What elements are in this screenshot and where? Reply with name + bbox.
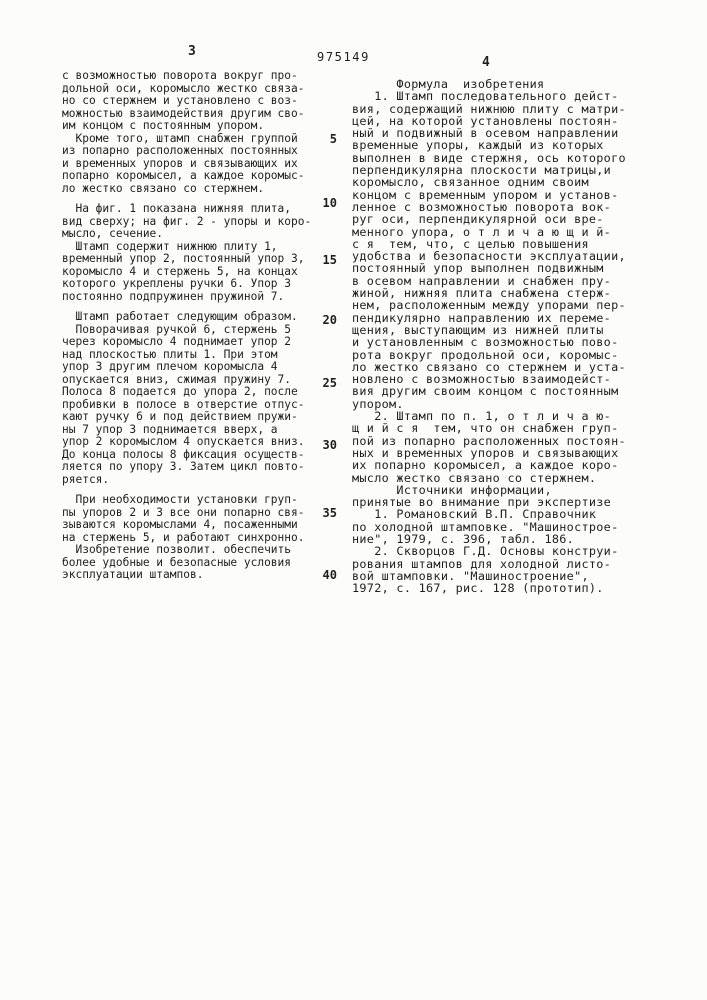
text-line: При необходимости установки груп-	[62, 493, 298, 506]
text-line: постоянно подпружинен пружиной 7.	[62, 289, 285, 303]
text-line: мысло жестко связано со стержнем.	[352, 470, 597, 485]
text-line: с возможностью поворота вокруг про-	[62, 69, 298, 82]
text-line: временный упор 2, постоянный упор 3,	[62, 252, 305, 265]
text-line: ло жестко связано со стержнем.	[62, 181, 265, 195]
text-line: 2. Скворцов Г.Д. Основы конструи-	[352, 544, 619, 559]
text-line: упор 3 другим плечом коромысла 4	[62, 360, 278, 373]
text-line: щ и й с я тем, что он снабжен груп-	[352, 421, 619, 436]
text-line: которого укреплены ручки 6. Упор 3	[62, 277, 292, 290]
text-line: До конца полосы 8 фиксация осуществ-	[62, 447, 305, 461]
text-line: жиной, нижняя плита снабжена стерж-	[352, 286, 612, 301]
text-line: и установленным с возможностью пово-	[352, 335, 619, 350]
text-line: Формула изобретения	[352, 77, 545, 91]
text-line: вид сверху; на фиг. 2 - упоры и коро-	[62, 214, 312, 228]
text-line: ло жестко связано со стержнем и уста-	[352, 359, 626, 374]
text-line: кают ручку 6 и под действием пружи-	[62, 410, 298, 423]
text-line: с я тем, что, с целью повышения	[352, 236, 589, 251]
text-line: выполнен в виде стержня, ось которого	[352, 150, 626, 165]
text-line: в осевом направлении и снабжен пру-	[352, 273, 612, 288]
text-line: Изобретение позволит. обеспечить	[62, 543, 292, 556]
text-line: 1972, с. 167, рис. 128 (прототип).	[352, 581, 604, 596]
text-line: цей, на которой установлены постоян-	[352, 113, 619, 128]
text-line: пой из попарно расположенных постоян-	[352, 433, 626, 448]
text-line: им концом с постоянным упором.	[62, 119, 265, 132]
line-number-35: 35	[322, 506, 337, 520]
text-line: вия, содержащий нижнюю плиту с матри-	[352, 101, 626, 116]
line-number-10: 10	[322, 196, 337, 210]
text-line: перпендикулярна плоскости матрицы,и	[352, 163, 612, 178]
text-line: ние", 1979, с. 396, табл. 186.	[352, 531, 575, 546]
text-line: щения, выступающим из нижней плиты	[352, 322, 604, 337]
line-number-20: 20	[322, 313, 337, 327]
line-number-5: 5	[329, 132, 337, 146]
text-line: рования штампов для холодной листо-	[352, 556, 612, 571]
text-line: упором.	[352, 396, 404, 411]
text-line: На фиг. 1 показана нижняя плита,	[62, 202, 292, 215]
text-line: пы упоров 2 и 3 все они попарно свя-	[62, 505, 305, 519]
line-number-30: 30	[322, 438, 337, 452]
text-line: над плоскостью плиты 1. При этом	[62, 347, 278, 361]
text-line: опускается вниз, сжимая пружину 7.	[62, 372, 292, 386]
text-line: Полоса 8 подается до упора 2, после	[62, 385, 298, 398]
text-line: мысло, сечение.	[62, 227, 164, 240]
text-line: ряется.	[62, 472, 110, 486]
right-page-number: 4	[482, 55, 490, 70]
text-line: коромысло 4 и стержень 5, на концах	[62, 264, 298, 278]
right-text-column	[352, 78, 644, 594]
text-line: концом с временным упором и установ-	[352, 187, 619, 202]
text-line: Штамп содержит нижнюю плиту 1,	[62, 239, 278, 253]
text-line: нем, расположенным между упорами пер-	[352, 298, 626, 313]
text-line: ный и подвижный в осевом направлении	[352, 126, 619, 141]
text-line: 2. Штамп по п. 1, о т л и ч а ю-	[352, 409, 612, 424]
text-line: на стержень 5, и работают синхронно.	[62, 530, 305, 544]
text-line: дольной оси, коромысло жестко связа-	[62, 81, 305, 95]
text-line: пендикулярно направлению их переме-	[352, 310, 612, 325]
text-line: зываются коромыслами 4, посаженными	[62, 518, 298, 531]
line-number-15: 15	[322, 253, 337, 267]
line-number-gutter	[307, 0, 337, 1000]
text-line: ленное с возможностью поворота вок-	[352, 199, 612, 214]
text-line: новлено с возможностью взаимодейст-	[352, 372, 612, 387]
text-line: упор 2 коромыслом 4 опускается вниз.	[62, 435, 305, 448]
text-line: по холодной штамповке. "Машиностроe-	[352, 519, 619, 534]
text-line: рота вокруг продольной оси, коромыс-	[352, 347, 619, 362]
text-line: эксплуатации штампов.	[62, 568, 204, 581]
text-line: из попарно расположенных постоянных	[62, 144, 298, 157]
text-line: руг оси, перпендикулярной оси вре-	[352, 212, 604, 227]
text-line: удобства и безопасности эксплуатации,	[352, 249, 626, 264]
text-line: Кроме того, штамп снабжен группой	[62, 131, 298, 145]
line-number-40: 40	[322, 568, 337, 582]
text-line: временные упоры, каждый из которых	[352, 138, 604, 153]
text-line: коромысло, связанное одним своим	[352, 175, 589, 190]
text-line: попарно коромысел, а каждое коромыс-	[62, 169, 305, 182]
text-line: вой штамповки. "Машиностроение",	[352, 568, 589, 583]
text-line: ных и временных упоров и связывающих	[352, 445, 619, 460]
text-line: но со стержнем и установлено с воз-	[62, 94, 298, 107]
text-line: менного упора, о т л и ч а ю щ и й-	[352, 224, 612, 239]
text-line: Поворачивая ручкой 6, стержень 5	[62, 322, 292, 336]
text-line: ны 7 упор 3 поднимается вверх, а	[62, 422, 278, 436]
text-line: можностью взаимодействия другим сво-	[62, 106, 305, 120]
text-line: более удобные и безопасные условия	[62, 555, 292, 569]
text-line: постоянный упор выполнен подвижным	[352, 261, 604, 276]
line-number-25: 25	[322, 376, 337, 390]
text-line: Источники информации,	[352, 482, 552, 497]
text-line: Штамп работает следующим образом.	[62, 310, 298, 323]
patent-number: 975149	[317, 50, 370, 64]
text-line: вия другим своим концом с постоянным	[352, 384, 619, 399]
left-page-number: 3	[188, 44, 196, 59]
text-line: пробивки в полосе в отверстие отпус-	[62, 397, 305, 411]
left-text-column	[62, 70, 322, 582]
text-line: принятые во внимание при экспертизе	[352, 495, 612, 510]
text-line: через коромысло 4 поднимает упор 2	[62, 335, 292, 348]
text-line: 1. Штамп последовательного дейст-	[352, 89, 619, 104]
text-line: 1. Романовский В.П. Справочник	[352, 507, 597, 522]
text-line: их попарно коромысел, а каждое коро-	[352, 458, 619, 473]
text-line: и временных упоров и связывающих их	[62, 156, 298, 170]
text-line: ляется по упору 3. Затем цикл повто-	[62, 460, 305, 473]
